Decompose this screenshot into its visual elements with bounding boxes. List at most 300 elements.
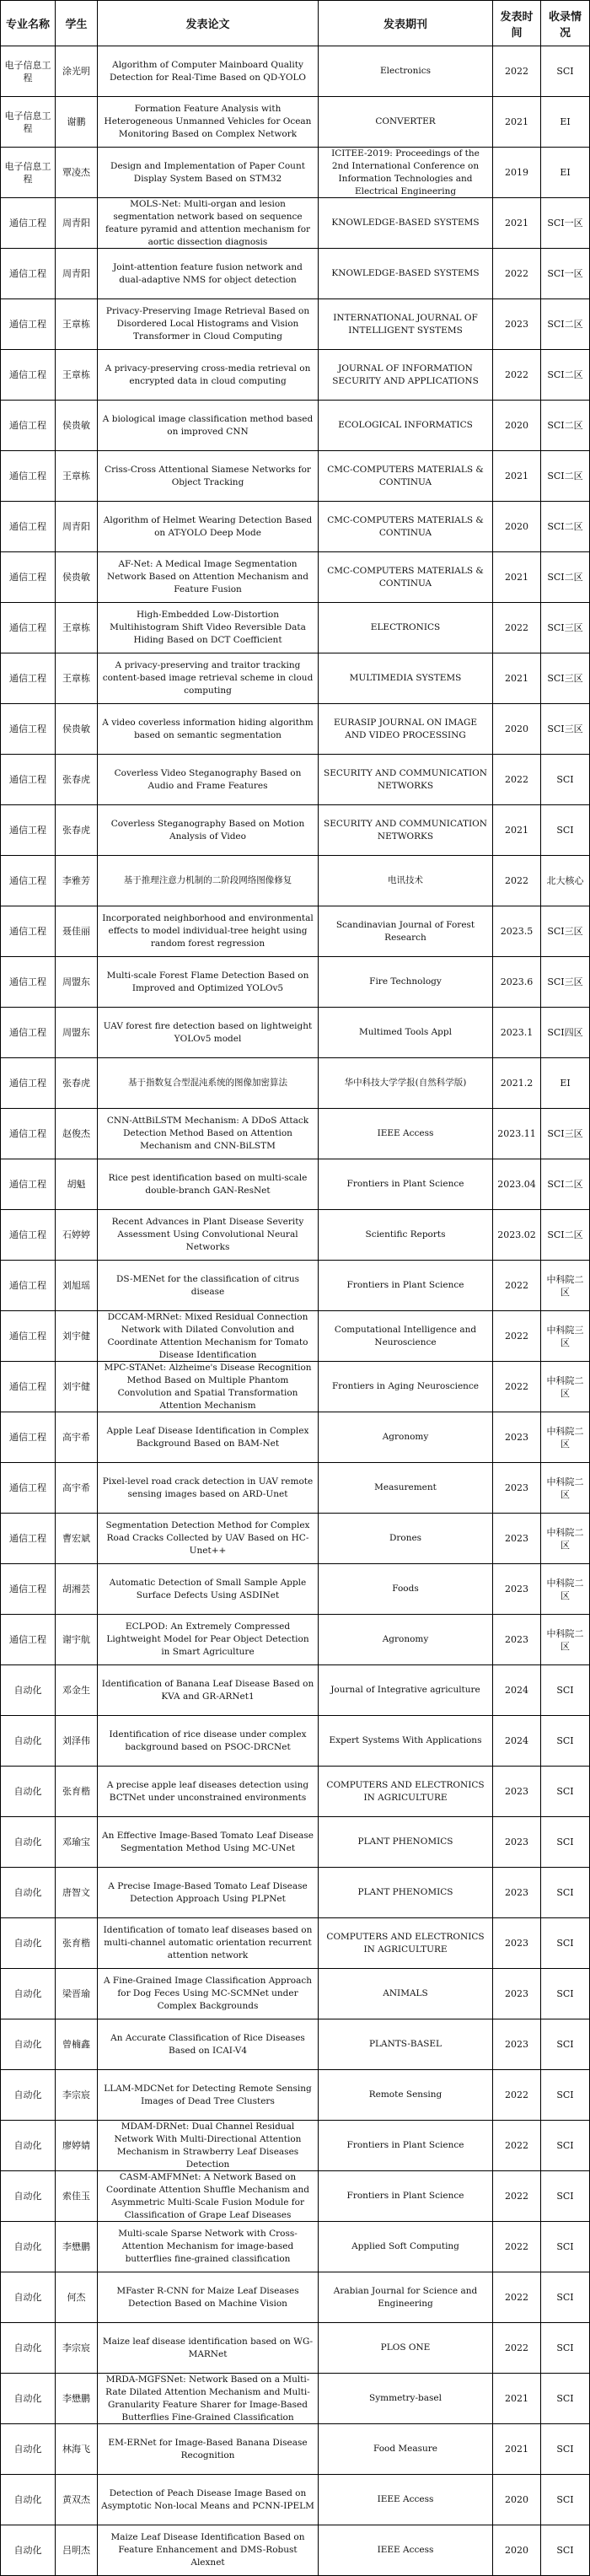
paper-cell xyxy=(98,299,319,350)
student-cell-text: 曾楠鑫 xyxy=(62,2039,90,2050)
major-cell-text: 通信工程 xyxy=(9,319,46,330)
major-cell-text: 自动化 xyxy=(13,2089,42,2100)
student-cell-text: 聂佳丽 xyxy=(62,926,90,937)
paper-cell xyxy=(98,603,319,653)
index-cell xyxy=(541,1767,590,1817)
paper-cell-text: MRDA-MGFSNet: Network Based on a Multi-Rate Dilated Attention Mechanism and Multi-Granularity Feature Sharer for Image-Based Butterflies Fine-Grained Classification xyxy=(105,2374,310,2423)
index-cell-text: EI xyxy=(560,116,571,127)
index-cell-text: SCI一区 xyxy=(547,268,583,279)
year-cell-text: 2020 xyxy=(505,2494,528,2505)
student-cell-text: 刘宇健 xyxy=(62,1381,90,1392)
index-cell xyxy=(541,603,590,653)
journal-cell-text: 华中科技大学学报(自然科学版) xyxy=(344,1078,467,1088)
journal-cell-text: PLANTS-BASEL xyxy=(368,2039,442,2049)
journal-cell xyxy=(319,603,493,653)
journal-cell-text: Journal of Integrative agriculture xyxy=(330,1685,480,1695)
student-cell xyxy=(56,906,98,957)
journal-cell xyxy=(319,1362,493,1412)
journal-cell-text: Frontiers in Plant Science xyxy=(346,1280,464,1290)
student-cell xyxy=(56,1311,98,1362)
paper-cell xyxy=(98,1362,319,1412)
year-cell-text: 2022 xyxy=(505,2140,528,2151)
student-cell-text: 王章栋 xyxy=(62,673,90,684)
paper-cell xyxy=(98,2424,319,2475)
header-index: 收录情况 xyxy=(541,1,590,46)
journal-cell-text: 电讯技术 xyxy=(388,875,423,885)
student-cell-text: 周青阳 xyxy=(62,218,90,229)
journal-cell-text: Remote Sensing xyxy=(368,2089,442,2100)
year-cell xyxy=(493,1969,541,2019)
journal-cell-text: PLANT PHENOMICS xyxy=(357,1837,453,1847)
student-cell-text: 周盟东 xyxy=(62,976,90,987)
year-cell xyxy=(493,1412,541,1463)
journal-cell-text: Agronomy xyxy=(382,1432,429,1442)
header-row xyxy=(1,1,590,46)
year-cell-text: 2021 xyxy=(505,2444,528,2455)
paper-cell-text: Criss-Cross Attentional Siamese Networks for Object Tracking xyxy=(105,464,311,487)
year-cell xyxy=(493,148,541,198)
major-cell xyxy=(1,502,56,552)
year-cell-text: 2021 xyxy=(505,2393,528,2404)
journal-cell xyxy=(319,1514,493,1564)
major-cell-text: 通信工程 xyxy=(9,1128,46,1139)
index-cell xyxy=(541,299,590,350)
paper-cell-text: Rice pest identification based on multi-scale double-branch GAN-ResNet xyxy=(108,1172,308,1196)
year-cell xyxy=(493,856,541,906)
major-cell-text: 通信工程 xyxy=(9,774,46,785)
year-cell-text: 2023 xyxy=(505,1533,528,1544)
paper-cell xyxy=(98,1767,319,1817)
index-cell-text: SCI xyxy=(556,1786,574,1797)
year-cell xyxy=(493,2424,541,2475)
year-cell xyxy=(493,299,541,350)
year-cell xyxy=(493,2121,541,2171)
journal-cell-text: PLANT PHENOMICS xyxy=(357,1887,453,1897)
major-cell xyxy=(1,1615,56,1665)
index-cell-text: 中科院二区 xyxy=(546,1425,584,1449)
major-cell-text: 通信工程 xyxy=(9,976,46,987)
student-cell-text: 高宇希 xyxy=(62,1482,90,1493)
major-cell xyxy=(1,1109,56,1159)
journal-cell xyxy=(319,1564,493,1615)
index-cell-text: SCI二区 xyxy=(547,572,583,583)
journal-cell-text: Fire Technology xyxy=(369,976,442,987)
paper-cell xyxy=(98,249,319,299)
major-cell xyxy=(1,2171,56,2222)
year-cell-text: 2022 xyxy=(505,369,528,380)
major-cell xyxy=(1,1210,56,1261)
major-cell-text: 通信工程 xyxy=(9,521,46,532)
index-cell xyxy=(541,2019,590,2070)
year-cell-text: 2022 xyxy=(505,622,528,633)
year-cell-text: 2022 xyxy=(505,1331,528,1342)
paper-cell xyxy=(98,350,319,401)
index-cell-text: SCI xyxy=(556,1685,574,1696)
student-cell xyxy=(56,249,98,299)
student-cell xyxy=(56,502,98,552)
table-row xyxy=(1,1362,590,1412)
student-cell-text: 张春虎 xyxy=(62,1078,90,1089)
index-cell xyxy=(541,148,590,198)
paper-cell xyxy=(98,1109,319,1159)
header-year: 发表时间 xyxy=(493,1,541,46)
year-cell-text: 2023 xyxy=(505,1837,528,1847)
paper-cell xyxy=(98,1918,319,1969)
paper-cell-text: MFaster R-CNN for Maize Leaf Diseases Detection Based on Machine Vision xyxy=(116,2285,299,2309)
index-cell xyxy=(541,805,590,856)
student-cell-text: 王章栋 xyxy=(62,471,90,481)
student-cell-text: 李雅芳 xyxy=(62,875,90,886)
year-cell-text: 2023 xyxy=(505,1786,528,1797)
student-cell xyxy=(56,401,98,451)
paper-cell-text: AF-Net: A Medical Image Segmentation Network Based on Attention Mechanism and Feature Fusion xyxy=(107,559,308,594)
journal-cell-text: Expert Systems With Applications xyxy=(329,1735,482,1745)
index-cell-text: SCI三区 xyxy=(547,1128,583,1139)
table-row xyxy=(1,1969,590,2019)
year-cell-text: 2023 xyxy=(505,1887,528,1898)
journal-cell xyxy=(319,502,493,552)
student-cell-text: 周青阳 xyxy=(62,521,90,532)
paper-cell xyxy=(98,1058,319,1109)
major-cell-text: 自动化 xyxy=(13,2292,42,2303)
student-cell xyxy=(56,198,98,249)
major-cell-text: 自动化 xyxy=(13,2241,42,2252)
paper-cell-text: Coverless Steganography Based on Motion Analysis of Video xyxy=(110,818,305,842)
major-cell-text: 自动化 xyxy=(13,1887,42,1898)
year-cell xyxy=(493,1817,541,1868)
index-cell xyxy=(541,1058,590,1109)
student-cell-text: 覃凌杰 xyxy=(62,167,90,178)
year-cell xyxy=(493,2222,541,2272)
paper-cell-text: Algorithm of Computer Mainboard Quality Detection for Real-Time Based on QD-YOLO xyxy=(109,59,307,83)
student-cell xyxy=(56,1969,98,2019)
major-cell-text: 自动化 xyxy=(13,1735,42,1746)
year-cell xyxy=(493,2019,541,2070)
paper-cell xyxy=(98,1210,319,1261)
journal-cell xyxy=(319,2323,493,2374)
table-row xyxy=(1,97,590,148)
paper-cell-text: Recent Advances in Plant Disease Severity Assessment Using Convolutional Neural Networks xyxy=(111,1217,304,1252)
paper-cell-text: A Fine-Grained Image Classification Approach for Dog Feces Using MC-SCMNet under Complex Backgrounds xyxy=(104,1976,312,2011)
student-cell-text: 石婷婷 xyxy=(62,1229,90,1240)
table-row xyxy=(1,1008,590,1058)
journal-cell-text: KNOWLEDGE-BASED SYSTEMS xyxy=(331,268,480,278)
table-row xyxy=(1,1109,590,1159)
paper-cell xyxy=(98,1261,319,1311)
major-cell-text: 自动化 xyxy=(13,2545,42,2556)
journal-cell xyxy=(319,1210,493,1261)
major-cell-text: 通信工程 xyxy=(9,723,46,734)
year-cell xyxy=(493,957,541,1008)
year-cell xyxy=(493,198,541,249)
paper-cell-text: CNN-AttBiLSTM Mechanism: A DDoS Attack Detection Method Based on Attention Mechanism and CNN-BiLSTM xyxy=(106,1116,309,1151)
header-student: 学生 xyxy=(56,1,98,46)
student-cell-text: 张育楷 xyxy=(62,1938,90,1949)
year-cell xyxy=(493,1008,541,1058)
journal-cell-text: PLOS ONE xyxy=(380,2342,431,2353)
index-cell xyxy=(541,97,590,148)
journal-cell xyxy=(319,97,493,148)
paper-cell-text: Formation Feature Analysis with Heterogeneous Unmanned Vehicles for Ocean Monitoring Based on Complex Network xyxy=(104,104,312,139)
paper-cell xyxy=(98,2323,319,2374)
student-cell xyxy=(56,97,98,148)
year-cell xyxy=(493,2374,541,2424)
student-cell-text: 胡湘芸 xyxy=(62,1584,90,1595)
journal-cell-text: ANIMALS xyxy=(383,1988,428,1998)
year-cell-text: 2023 xyxy=(505,2039,528,2050)
paper-cell-text: A precise apple leaf diseases detection using BCTNet under unconstrained environments xyxy=(106,1779,309,1803)
paper-cell-text: EM-ERNet for Image-Based Banana Disease Recognition xyxy=(108,2437,308,2460)
journal-cell-text: Frontiers in Aging Neuroscience xyxy=(331,1381,480,1391)
student-cell-text: 张育楷 xyxy=(62,1786,90,1797)
journal-cell-text: CMC-COMPUTERS MATERIALS & CONTINUA xyxy=(327,514,484,538)
journal-cell-text: Frontiers in Plant Science xyxy=(346,2191,464,2201)
paper-cell xyxy=(98,2475,319,2525)
year-cell xyxy=(493,603,541,653)
index-cell-text: SCI三区 xyxy=(547,723,583,734)
paper-cell xyxy=(98,1564,319,1615)
student-cell-text: 侯贵敏 xyxy=(62,723,90,734)
table-row xyxy=(1,704,590,755)
paper-cell xyxy=(98,1008,319,1058)
major-cell xyxy=(1,97,56,148)
journal-cell xyxy=(319,299,493,350)
major-cell-text: 自动化 xyxy=(13,2444,42,2455)
student-cell xyxy=(56,1210,98,1261)
journal-cell xyxy=(319,906,493,957)
paper-cell xyxy=(98,704,319,755)
student-cell xyxy=(56,350,98,401)
year-cell xyxy=(493,1463,541,1514)
student-cell xyxy=(56,1463,98,1514)
paper-cell xyxy=(98,1514,319,1564)
year-cell xyxy=(493,1362,541,1412)
paper-cell-text: LLAM-MDCNet for Detecting Remote Sensing Images of Dead Tree Clusters xyxy=(104,2083,312,2106)
student-cell-text: 谢鹏 xyxy=(67,116,86,127)
journal-cell xyxy=(319,1868,493,1918)
student-cell xyxy=(56,1261,98,1311)
student-cell xyxy=(56,1362,98,1412)
major-cell xyxy=(1,906,56,957)
major-cell xyxy=(1,805,56,856)
table-row xyxy=(1,2323,590,2374)
journal-cell xyxy=(319,198,493,249)
year-cell xyxy=(493,1918,541,1969)
index-cell-text: 中科院三区 xyxy=(546,1324,584,1348)
student-cell xyxy=(56,2171,98,2222)
major-cell xyxy=(1,957,56,1008)
header-journal: 发表期刊 xyxy=(319,1,493,46)
student-cell xyxy=(56,805,98,856)
index-cell-text: SCI xyxy=(556,2342,574,2353)
index-cell-text: SCI二区 xyxy=(547,1179,583,1190)
student-cell-text: 何杰 xyxy=(67,2292,86,2303)
major-cell xyxy=(1,299,56,350)
major-cell xyxy=(1,704,56,755)
year-cell xyxy=(493,1210,541,1261)
paper-cell xyxy=(98,1463,319,1514)
journal-cell xyxy=(319,1767,493,1817)
index-cell xyxy=(541,653,590,704)
journal-cell xyxy=(319,1463,493,1514)
major-cell xyxy=(1,2070,56,2121)
journal-cell xyxy=(319,1665,493,1716)
index-cell-text: SCI xyxy=(556,2393,574,2404)
student-cell-text: 廖婷婧 xyxy=(62,2140,90,2151)
paper-cell-text: Multi-scale Sparse Network with Cross-Attention Mechanism for image-based butterflies fine-grained classification xyxy=(118,2229,298,2264)
major-cell xyxy=(1,1412,56,1463)
major-cell-text: 自动化 xyxy=(13,2393,42,2404)
paper-cell xyxy=(98,2019,319,2070)
student-cell xyxy=(56,2121,98,2171)
paper-cell-text: Automatic Detection of Small Sample Apple Surface Defects Using ASDINet xyxy=(109,1577,307,1600)
major-cell xyxy=(1,1969,56,2019)
year-cell xyxy=(493,552,541,603)
student-cell-text: 曹宏斌 xyxy=(62,1533,90,1544)
table-row xyxy=(1,401,590,451)
student-cell-text: 周盟东 xyxy=(62,1027,90,1038)
journal-cell xyxy=(319,249,493,299)
year-cell xyxy=(493,1615,541,1665)
journal-cell-text: SECURITY AND COMMUNICATION NETWORKS xyxy=(324,767,487,791)
major-cell xyxy=(1,1514,56,1564)
journal-cell-text: Applied Soft Computing xyxy=(351,2241,459,2251)
year-cell xyxy=(493,1767,541,1817)
index-cell xyxy=(541,2424,590,2475)
paper-cell-text: MOLS-Net: Multi-organ and lesion segmentation network based on sequence feature pyramid and attention mechanism for aortic dissection diagnosis xyxy=(105,199,311,247)
index-cell xyxy=(541,401,590,451)
year-cell xyxy=(493,1261,541,1311)
year-cell-text: 2024 xyxy=(505,1685,528,1696)
table-row xyxy=(1,1058,590,1109)
journal-cell xyxy=(319,1261,493,1311)
year-cell-text: 2021 xyxy=(505,471,528,481)
table-row xyxy=(1,2121,590,2171)
major-cell xyxy=(1,1159,56,1210)
journal-cell xyxy=(319,401,493,451)
journal-cell-text: ELECTRONICS xyxy=(370,622,441,632)
major-cell-text: 自动化 xyxy=(13,2039,42,2050)
major-cell xyxy=(1,1008,56,1058)
student-cell-text: 唐智文 xyxy=(62,1887,90,1898)
student-cell xyxy=(56,704,98,755)
index-cell-text: 中科院二区 xyxy=(546,1577,584,1601)
major-cell xyxy=(1,401,56,451)
paper-cell-text: Privacy-Preserving Image Retrieval Based on Disordered Local Histograms and Vision Transformer in Cloud Computing xyxy=(105,306,310,341)
student-cell-text: 王章栋 xyxy=(62,319,90,330)
major-cell-text: 通信工程 xyxy=(9,1432,46,1443)
major-cell xyxy=(1,603,56,653)
year-cell xyxy=(493,1159,541,1210)
major-cell xyxy=(1,2019,56,2070)
year-cell-text: 2023.04 xyxy=(497,1179,536,1190)
paper-cell-text: MPC-STANet: Alzheime's Disease Recognition Method Based on Multiple Phantom Convolution and Spatial Transformation Attention Mechanism xyxy=(104,1363,312,1411)
year-cell-text: 2023 xyxy=(505,1634,528,1645)
table-row xyxy=(1,2475,590,2525)
index-cell-text: SCI xyxy=(556,2191,574,2202)
student-cell xyxy=(56,1817,98,1868)
index-cell-text: SCI xyxy=(556,774,574,785)
table-row xyxy=(1,805,590,856)
paper-cell xyxy=(98,2272,319,2323)
student-cell xyxy=(56,1564,98,1615)
paper-cell-text: Identification of tomato leaf diseases based on multi-channel automatic orientation recurrent attention network xyxy=(103,1925,313,1960)
index-cell xyxy=(541,1210,590,1261)
student-cell xyxy=(56,1109,98,1159)
year-cell xyxy=(493,451,541,502)
major-cell xyxy=(1,2222,56,2272)
table-row xyxy=(1,1868,590,1918)
paper-cell-text: Coverless Video Steganography Based on Audio and Frame Features xyxy=(114,767,302,791)
journal-cell xyxy=(319,2070,493,2121)
index-cell-text: EI xyxy=(560,167,571,178)
index-cell xyxy=(541,2070,590,2121)
table-row xyxy=(1,1159,590,1210)
index-cell-text: 中科院二区 xyxy=(546,1526,584,1551)
index-cell xyxy=(541,2374,590,2424)
year-cell xyxy=(493,805,541,856)
student-cell-text: 涂光明 xyxy=(62,66,90,77)
major-cell xyxy=(1,1362,56,1412)
journal-cell-text: Measurement xyxy=(374,1482,437,1492)
student-cell-text: 邓金生 xyxy=(62,1685,90,1696)
paper-cell xyxy=(98,2171,319,2222)
year-cell-text: 2022 xyxy=(505,2191,528,2202)
index-cell xyxy=(541,1159,590,1210)
index-cell-text: SCI二区 xyxy=(547,1229,583,1240)
major-cell-text: 通信工程 xyxy=(9,218,46,229)
year-cell-text: 2022 xyxy=(505,2342,528,2353)
index-cell-text: SCI一区 xyxy=(547,218,583,229)
student-cell-text: 索佳玉 xyxy=(62,2191,90,2202)
student-cell xyxy=(56,603,98,653)
year-cell xyxy=(493,1109,541,1159)
journal-cell-text: Food Measure xyxy=(373,2444,438,2454)
year-cell xyxy=(493,906,541,957)
table-row xyxy=(1,1767,590,1817)
index-cell xyxy=(541,1868,590,1918)
index-cell-text: 北大核心 xyxy=(546,875,584,886)
student-cell-text: 王章栋 xyxy=(62,369,90,380)
table-row xyxy=(1,2374,590,2424)
journal-cell-text: JOURNAL OF INFORMATION SECURITY AND APPLICATIONS xyxy=(332,363,479,386)
index-cell xyxy=(541,1514,590,1564)
student-cell xyxy=(56,1868,98,1918)
index-cell xyxy=(541,451,590,502)
journal-cell-text: Drones xyxy=(389,1533,422,1543)
index-cell-text: SCI xyxy=(556,1938,574,1949)
index-cell-text: EI xyxy=(560,1078,571,1089)
year-cell xyxy=(493,1716,541,1767)
index-cell xyxy=(541,1665,590,1716)
table-body xyxy=(1,46,590,2576)
year-cell xyxy=(493,1564,541,1615)
year-cell-text: 2023 xyxy=(505,1988,528,1999)
year-cell-text: 2023.6 xyxy=(500,976,534,987)
major-cell-text: 通信工程 xyxy=(9,926,46,937)
paper-cell-text: Maize Leaf Disease Identification Based on Feature Enhancement and DMS-Robust Alexnet xyxy=(110,2532,305,2568)
paper-cell-text: 基于指数复合型混沌系统的图像加密算法 xyxy=(128,1078,287,1088)
paper-cell-text: Algorithm of Helmet Wearing Detection Based on AT-YOLO Deep Mode xyxy=(103,514,313,538)
student-cell xyxy=(56,856,98,906)
year-cell xyxy=(493,755,541,805)
journal-cell xyxy=(319,2424,493,2475)
year-cell-text: 2023 xyxy=(505,1938,528,1949)
paper-cell-text: Design and Implementation of Paper Count Display System Based on STM32 xyxy=(110,160,305,184)
index-cell xyxy=(541,1615,590,1665)
student-cell-text: 梁晋瑜 xyxy=(62,1988,90,1999)
journal-cell xyxy=(319,1918,493,1969)
